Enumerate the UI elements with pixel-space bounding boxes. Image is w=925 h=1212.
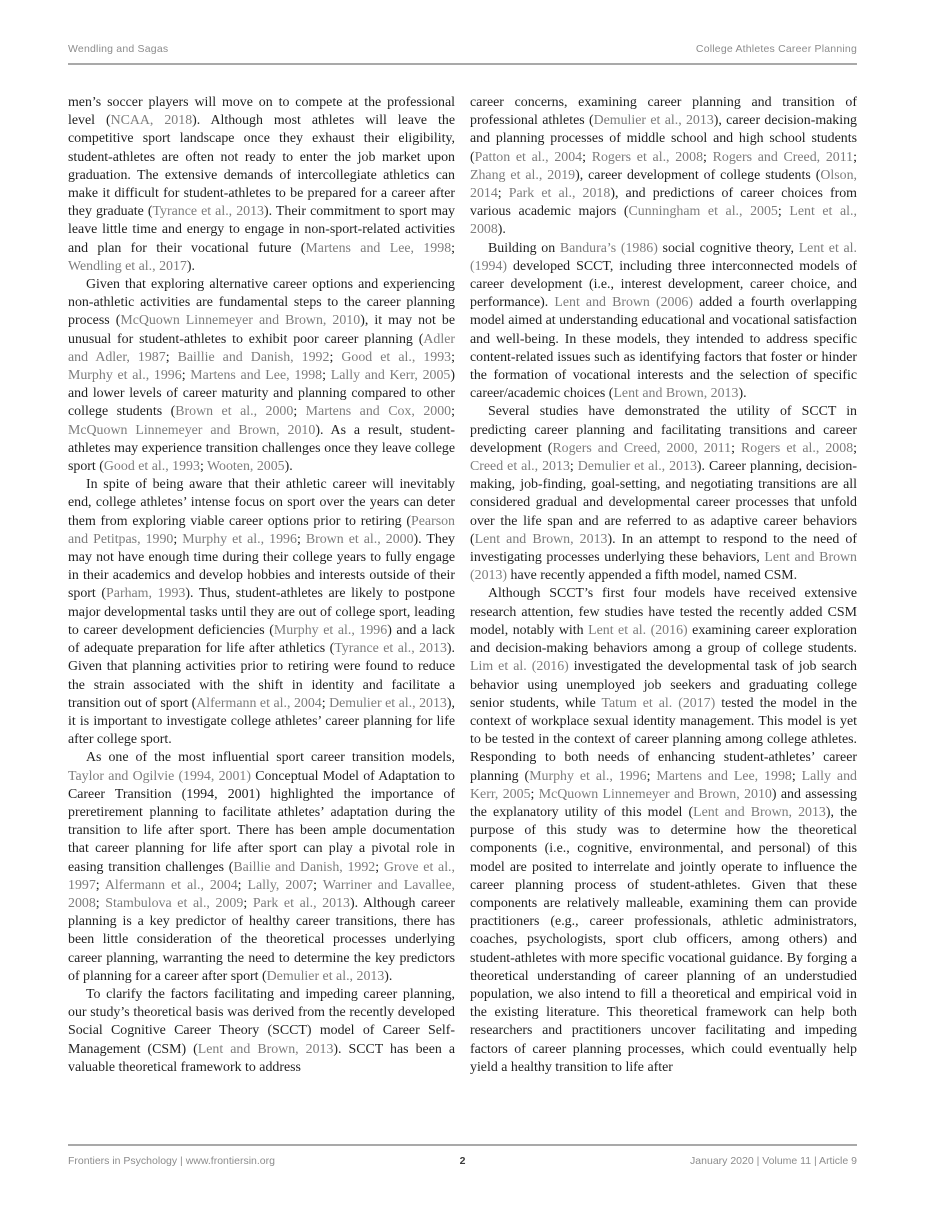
body-text: ;: [791, 768, 802, 784]
citation-link[interactable]: Adler and Adler, 1987: [68, 331, 455, 365]
body-text: ;: [321, 695, 330, 711]
citation-link[interactable]: Lent and Brown (2013): [470, 550, 857, 584]
citation-link[interactable]: McQuown Linnemeyer and Brown, 2010: [538, 786, 772, 802]
body-text: ).: [384, 968, 393, 984]
body-text: investigated the developmental task of job search behavior using unemployed job seekers and graduating college senior students, while: [470, 659, 857, 711]
body-text: ). Their commitment to sport may leave little time and energy to engage in non-sport-related activities and plan for their vocational future (: [68, 204, 455, 256]
body-text: ;: [95, 877, 105, 893]
citation-link[interactable]: Tyrance et al., 2013: [334, 641, 447, 657]
body-text: ;: [181, 368, 191, 384]
body-text: ). In an attempt to respond to the need of investigating processes underlying these behaviors,: [470, 531, 857, 566]
body-text: Several studies have demonstrated the utility of SCCT in predicting career planning and facilitating transitions and career development (: [470, 404, 857, 456]
body-text: ), it is important to investigate college athletes’ career planning for life after college sport.: [68, 695, 455, 748]
citation-link[interactable]: Martens and Cox, 2000: [305, 404, 452, 420]
body-text: In spite of being aware that their athletic career will inevitably end, college athletes’ intense focus on sport over the years can deter them from exploring viable career options prior to retiring (: [68, 477, 455, 529]
issue-info: January 2020 | Volume 11 | Article 9: [690, 1155, 857, 1167]
body-text: ;: [329, 349, 342, 365]
body-text: tested the model in the context of workplace sexual identity management. This model is yet to be tested in the context of career planning among college athletes. Responding to both needs of enhancing student-athletes’ career planning (: [470, 695, 857, 784]
citation-link[interactable]: Taylor and Ogilvie (1994, 2001): [68, 768, 251, 784]
body-text: ;: [322, 368, 331, 384]
citation-link[interactable]: Lent and Brown (2006): [554, 295, 694, 311]
body-text: examining career exploration and decision-making behaviors among a group of college students.: [470, 622, 857, 657]
citation-link[interactable]: Demulier et al., 2013: [329, 695, 447, 711]
paragraph: [470, 240, 857, 404]
body-text: ).: [738, 386, 747, 402]
journal-name: Frontiers in Psychology | www.frontiersin.org: [68, 1155, 275, 1167]
body-text: ), career decision-making and planning processes of middle school and high school students (: [470, 113, 857, 165]
body-text: ;: [497, 186, 509, 202]
body-text: ;: [237, 877, 248, 893]
running-head-title: College Athletes Career Planning: [695, 43, 857, 55]
body-text: ;: [703, 149, 713, 165]
citation-link[interactable]: Tyrance et al., 2013: [152, 204, 265, 220]
citation-link[interactable]: Patton et al., 2004: [474, 149, 583, 165]
citation-link[interactable]: Alfermann et al., 2004: [196, 695, 322, 711]
body-text: ). Thus, student-athletes are likely to postpone major developmental tasks until they are out of college sport, leading to career development deficiencies (: [68, 586, 455, 638]
article-body: [68, 94, 857, 1120]
citation-link[interactable]: Good et al., 1993: [103, 459, 200, 475]
citation-link[interactable]: Stambulova et al., 2009: [105, 895, 244, 911]
body-text: ;: [95, 895, 106, 911]
citation-link[interactable]: Baillie and Danish, 1992: [233, 859, 376, 875]
body-text: added a fourth overlapping model aimed at understanding educational and vocational satisfaction and well-being. In these models, they intended to address specific content-related issues such as identifying factors that foster or hinder the formation of vocational interests and the selection of specific career/academic choices (: [470, 295, 857, 402]
body-text: ). Given that planning activities prior to retiring were found to reduce the strain associated with the shift in identity and facilitate a transition out of sport (: [68, 641, 455, 711]
citation-link[interactable]: Lent and Brown, 2013: [693, 804, 826, 820]
body-text: ;: [313, 877, 323, 893]
citation-link[interactable]: Brown et al., 2000: [175, 404, 294, 420]
body-text: ). SCCT has been a valuable theoretical framework to address: [68, 1041, 455, 1075]
body-text: ;: [731, 440, 741, 456]
citation-link[interactable]: McQuown Linnemeyer and Brown, 2010: [68, 422, 316, 438]
citation-link[interactable]: Demulier et al., 2013: [577, 459, 697, 475]
footer-rule: [68, 1144, 857, 1146]
citation-link[interactable]: Murphy et al., 1996: [68, 368, 182, 384]
body-text: men’s soccer players will move on to compete at the professional level (: [68, 95, 455, 129]
citation-link[interactable]: Alfermann et al., 2004: [104, 877, 238, 893]
citation-link[interactable]: Baillie and Danish, 1992: [177, 349, 330, 365]
citation-link[interactable]: Park et al., 2018: [508, 186, 611, 202]
citation-link[interactable]: NCAA, 2018: [110, 113, 193, 129]
body-text: have recently appended a fifth model, named CSM.: [507, 568, 798, 584]
citation-link[interactable]: Lent et al. (2016): [588, 622, 688, 638]
body-text: ). Although career planning is a key predictor of healthy career transitions, there has been little consideration of the theoretical processes underlying career planning, warranting the need to determine the key predictors of planning for a career after sport (: [68, 895, 455, 984]
body-text: career concerns, examining career planning and transition of professional athletes (: [470, 95, 857, 129]
body-text: ), and predictions of career choices from various academic majors (: [470, 186, 857, 220]
paragraph: [68, 986, 455, 1077]
body-text: ), the purpose of this study was to determine how the theoretical components (i.e., cognitive, environmental, and personal) of this model are posited to interrelate and jointly operate to influence the career planning process of student-athletes. Given that these components are relatively malleable, examining them can provide practitioners (e.g., career professionals, athletic administrators, coaches, psychologists, sport club officers, among others) and student-athletes with more specific vocational guidance. By forging a theoretical understanding of career planning of an understudied population, we also intend to fill a theoretical and empirical void in the existing literature. This theoretical framework can help both researchers and practitioners uncover facilitating and impeding factors of career planning processes, which could eventually help yield a healthy transition to life after: [470, 804, 857, 1075]
citation-link[interactable]: Martens and Lee, 1998: [656, 768, 792, 784]
body-text: As one of the most influential sport career transition models,: [86, 750, 455, 766]
citation-link[interactable]: Lent and Brown, 2013: [613, 386, 739, 402]
paragraph: [68, 749, 455, 986]
body-text: ;: [451, 349, 455, 365]
body-text: ;: [451, 240, 455, 256]
right-column: [470, 94, 857, 1120]
citation-link[interactable]: Martens and Lee, 1998: [305, 240, 452, 256]
citation-link[interactable]: Rogers et al., 2008: [740, 440, 854, 456]
body-text: ;: [173, 531, 183, 547]
citation-link[interactable]: Lent et al., 2008: [470, 204, 857, 238]
citation-link[interactable]: Murphy et al., 1996: [182, 531, 297, 547]
body-text: ;: [451, 404, 455, 420]
body-text: ). Career planning, decision-making, job-finding, goal-setting, and negotiating transitions are all considered gradual and developmental career processes that unfold over the life span and are referred to as adaptive career behaviors (: [470, 459, 857, 547]
citation-link[interactable]: Lally and Kerr, 2005: [470, 768, 857, 802]
paragraph: [68, 94, 455, 276]
body-text: ;: [582, 149, 592, 165]
citation-link[interactable]: Good et al., 1993: [341, 349, 452, 365]
citation-link[interactable]: Demulier et al., 2013: [593, 113, 714, 129]
left-column: [68, 94, 455, 1120]
paragraph: [68, 276, 455, 476]
body-text: Building on: [488, 240, 560, 256]
citation-link[interactable]: Grove et al., 1997: [68, 859, 455, 893]
citation-link[interactable]: Tatum et al. (2017): [601, 695, 716, 711]
body-text: ;: [853, 440, 857, 456]
body-text: ). They may not have enough time during their college years to fully engage in their academics and develop hobbies and interests outside of their sport (: [68, 531, 455, 602]
body-text: ;: [243, 895, 253, 911]
citation-link[interactable]: Olson, 2014: [470, 167, 857, 202]
citation-link[interactable]: Rogers and Creed, 2011: [712, 149, 854, 165]
body-text: Conceptual Model of Adaptation to Career Transition (1994, 2001) highlighted the importance of preretirement planning to facilitate athletes’ adaptation during the transition to life after sport. There has been ample documentation that career planning for life after sport can play a pivotal role in easing transition challenges (: [68, 768, 455, 875]
page-number: 2: [459, 1155, 466, 1167]
citation-link[interactable]: Lent and Brown, 2013: [197, 1041, 334, 1057]
body-text: ) and a lack of adequate preparation for life after athletics (: [68, 622, 456, 657]
body-text: ;: [777, 204, 790, 220]
body-text: ). As a result, student-athletes may experience transition challenges once they leave college sport (: [68, 422, 455, 475]
body-text: ), career development of college students (: [575, 167, 821, 183]
body-text: ), it may not be unusual for student-athletes to exhibit poor career planning (: [68, 313, 455, 347]
citation-link[interactable]: Cunningham et al., 2005: [628, 204, 778, 220]
citation-link[interactable]: Wendling et al., 2017: [68, 258, 187, 274]
citation-link[interactable]: Martens and Lee, 1998: [190, 368, 323, 384]
citation-link[interactable]: Lally, 2007: [247, 877, 314, 893]
body-text: ;: [375, 859, 384, 875]
body-text: ;: [296, 531, 306, 547]
citation-link[interactable]: Creed et al., 2013: [470, 459, 570, 475]
citation-link[interactable]: Rogers et al., 2008: [591, 149, 704, 165]
body-text: ;: [165, 349, 178, 365]
body-text: Given that exploring alternative career options and experiencing non-athletic activities are fundamental steps to the career planning process (: [68, 277, 455, 329]
body-text: ).: [497, 222, 506, 238]
citation-link[interactable]: Murphy et al., 1996: [273, 622, 388, 638]
citation-link[interactable]: Murphy et al., 1996: [529, 768, 647, 784]
paragraph: [470, 585, 857, 1076]
citation-link[interactable]: Lim et al. (2016): [470, 659, 569, 675]
citation-link[interactable]: Warriner and Lavallee, 2008: [68, 877, 455, 911]
body-text: ). Although most athletes will leave the competitive sport landscape once they exhaust their eligibility, student-athletes are often not ready to enter the job market upon graduation. The extensive demands of intercollegiate athletics can make it difficult for student-athletes to be prepared for a career after they graduate (: [68, 113, 456, 220]
paragraph: [470, 94, 857, 240]
body-text: ).: [186, 258, 195, 274]
header-rule: [68, 63, 857, 65]
body-text: ;: [853, 149, 857, 165]
citation-link[interactable]: Lent and Brown, 2013: [474, 531, 608, 547]
body-text: ;: [293, 404, 306, 420]
citation-link[interactable]: Zhang et al., 2019: [470, 167, 576, 183]
body-text: To clarify the factors facilitating and impeding career planning, our study’s theoretical basis was derived from the recently developed Social Cognitive Career Theory (SCCT) model of Career Self-Management (CSM) (: [68, 986, 455, 1057]
body-text: ;: [569, 459, 578, 475]
running-head: [68, 43, 857, 55]
paragraph: [470, 403, 857, 585]
paragraph: [68, 476, 455, 749]
citation-link[interactable]: Brown et al., 2000: [305, 531, 414, 547]
body-text: ;: [199, 459, 208, 475]
body-text: developed SCCT, including three interconnected models of career development (i.e., interest development, career choice, and performance).: [470, 258, 857, 311]
body-text: ;: [646, 768, 657, 784]
running-head-authors: Wendling and Sagas: [68, 43, 169, 55]
citation-link[interactable]: Lally and Kerr, 2005: [330, 368, 451, 384]
citation-link[interactable]: Lent et al. (1994): [470, 240, 857, 274]
body-text: Although SCCT’s first four models have received extensive research attention, few studies have tested the recently added CSM model, notably with: [470, 586, 857, 638]
citation-link[interactable]: Wooten, 2005: [207, 459, 285, 475]
citation-link[interactable]: Pearson and Petitpas, 1990: [68, 513, 455, 547]
body-text: social cognitive theory,: [657, 240, 799, 256]
citation-link[interactable]: Parham, 1993: [106, 586, 186, 602]
citation-link[interactable]: Rogers and Creed, 2000, 2011: [552, 440, 732, 456]
body-text: ;: [530, 786, 539, 802]
body-text: ) and assessing the explanatory utility of this model (: [470, 786, 857, 820]
citation-link[interactable]: McQuown Linnemeyer and Brown, 2010: [120, 313, 361, 329]
citation-link[interactable]: Park et al., 2013: [252, 895, 350, 911]
body-text: ) and lower levels of career maturity and planning compared to other college students (: [68, 368, 456, 420]
citation-link[interactable]: Bandura’s (1986): [559, 240, 658, 256]
citation-link[interactable]: Demulier et al., 2013: [266, 968, 385, 984]
body-text: ).: [284, 459, 293, 475]
